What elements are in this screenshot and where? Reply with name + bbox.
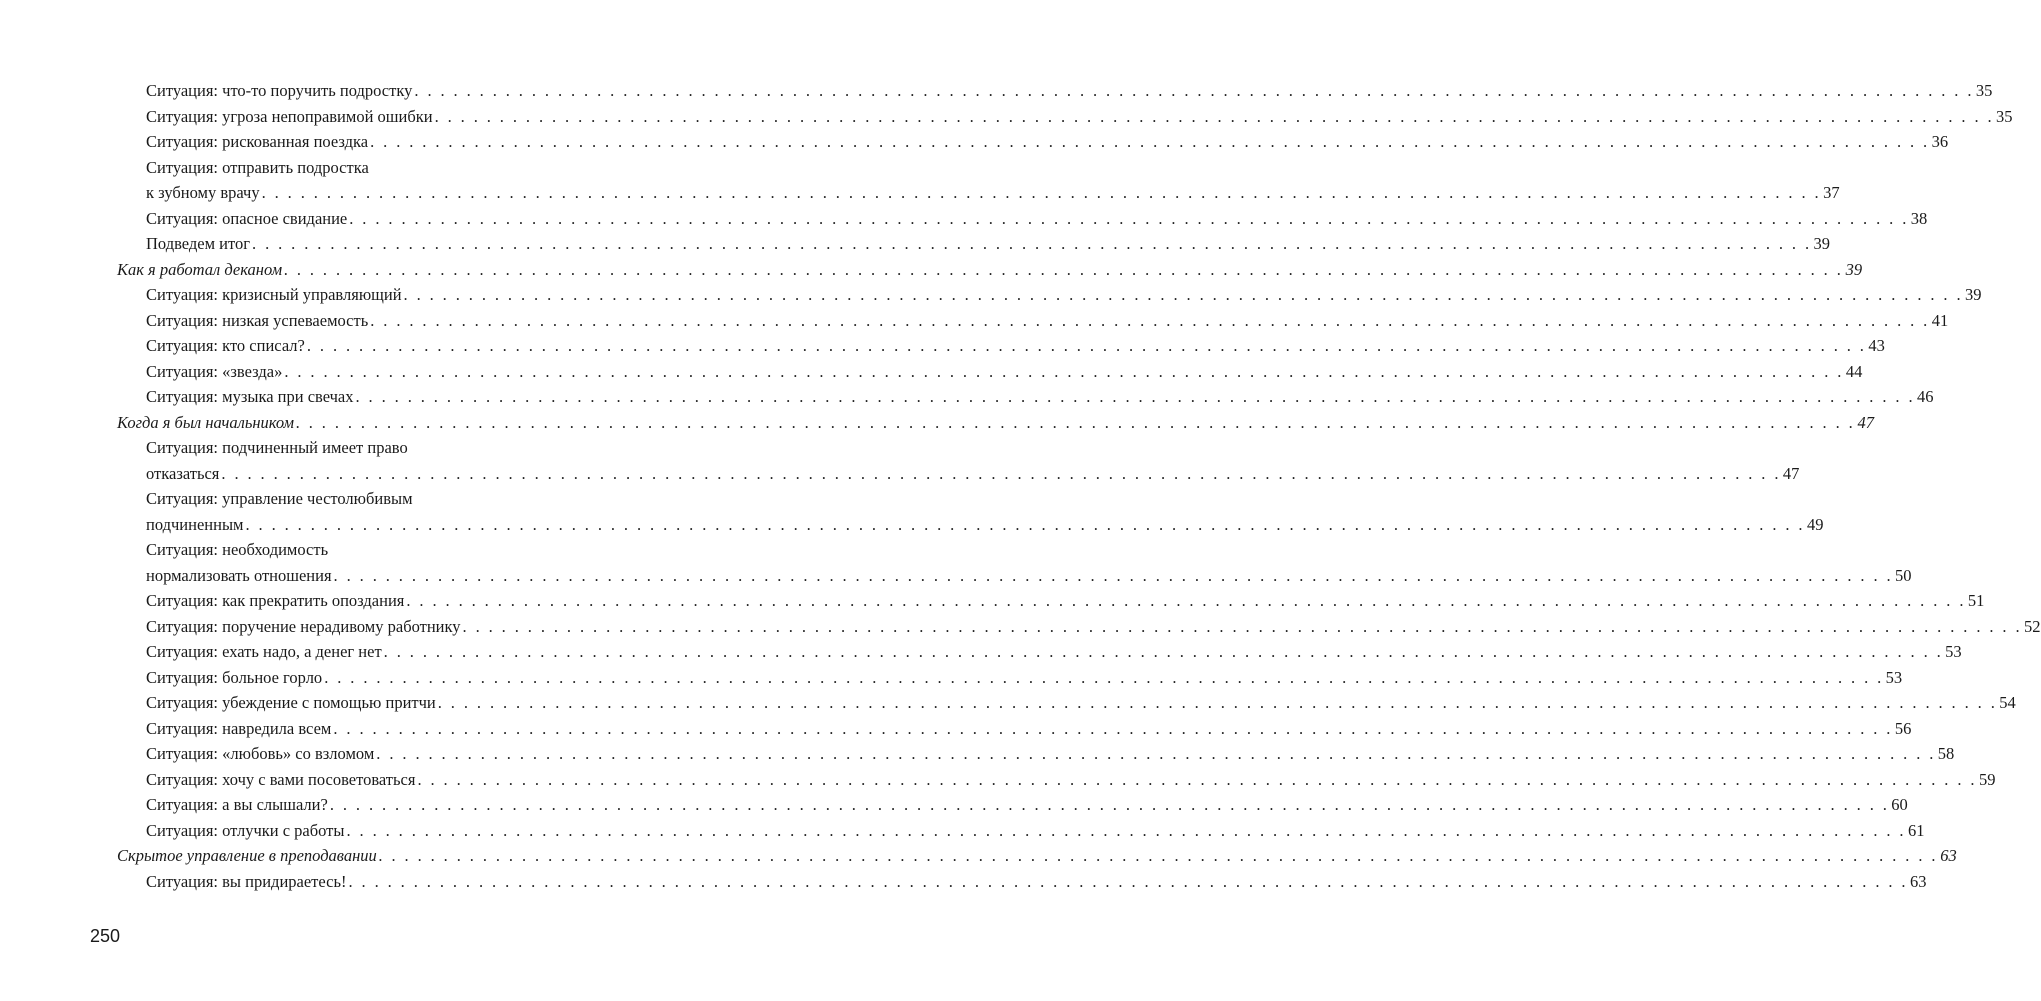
toc-page-number: 35 [1975,81,1993,100]
toc-entry-title: Ситуация: необходимость [146,540,329,559]
toc-entry [117,333,1885,359]
dot-leader: . . . . . . . . . . . . . . . . . . . . . . . . . . . . . . . . . . . . . . . . . . . . . . . . . . . . . . . . . . . . . . . . . . . . . . . . . . . . . . . . . . . . . . . . . . . . . . . . . . . . . . . . . . . . . . . . . . . . . . . . [417,769,1977,789]
dot-leader: . . . . . . . . . . . . . . . . . . . . . . . . . . . . . . . . . . . . . . . . . . . . . . . . . . . . . . . . . . . . . . . . . . . . . . . . . . . . . . . . . . . . . . . . . . . . . . . . . . . . . . . . . . . . . . . . . . . . . . . . [284,259,1844,279]
toc-entry-title: нормализовать отношения [146,565,332,585]
toc-entry [117,155,1840,206]
toc-entry-title: Ситуация: отлучки с работы [146,820,345,840]
toc-page-number: 39 [1813,234,1830,253]
toc-entry-title: Ситуация: кризисный управляющий [146,285,402,304]
toc-entry-title: Ситуация: управление честолюбивым [146,489,413,508]
toc-entry [117,129,1949,155]
toc-page-number: 58 [1937,744,1955,763]
toc-entry-title: Ситуация: как прекратить опоздания [146,591,405,610]
page-number: 250 [90,926,121,946]
toc-page-number: 39 [1845,259,1863,279]
toc-entry [117,537,1912,588]
dot-leader: . . . . . . . . . . . . . . . . . . . . . . . . . . . . . . . . . . . . . . . . . . . . . . . . . . . . . . . . . . . . . . . . . . . . . . . . . . . . . . . . . . . . . . . . . . . . . . . . . . . . . . . . . . . . . . . . . . . . . . . . [333,718,1893,738]
toc-entry-title: Ситуация: кто списал? [146,336,305,355]
toc-entry-title: Ситуация: а вы слышали? [146,795,328,814]
toc-entry [117,741,1955,767]
dot-leader: . . . . . . . . . . . . . . . . . . . . . . . . . . . . . . . . . . . . . . . . . . . . . . . . . . . . . . . . . . . . . . . . . . . . . . . . . . . . . . . . . . . . . . . . . . . . . . . . . . . . . . . . . . . . . . . . . . . . . . . . [414,81,1974,100]
dot-leader: . . . . . . . . . . . . . . . . . . . . . . . . . . . . . . . . . . . . . . . . . . . . . . . . . . . . . . . . . . . . . . . . . . . . . . . . . . . . . . . . . . . . . . . . . . . . . . . . . . . . . . . . . . . . . . . . . . . . . . . . [261,183,1822,202]
toc-entry-title: Ситуация: рискованная поездка [146,132,369,151]
toc-entry [117,435,1800,486]
toc-entry [117,78,1993,104]
toc-page-number: 38 [1910,208,1928,228]
dot-leader: . . . . . . . . . . . . . . . . . . . . . . . . . . . . . . . . . . . . . . . . . . . . . . . . . . . . . . . . . . . . . . . . . . . . . . . . . . . . . . . . . . . . . . . . . . . . . . . . . . . . . . . . . . . . . . . . . . . . . . . . [348,871,1908,891]
toc-page-number: 39 [1965,285,1982,304]
toc-entry [117,690,2016,716]
dot-leader: . . . . . . . . . . . . . . . . . . . . . . . . . . . . . . . . . . . . . . . . . . . . . . . . . . . . . . . . . . . . . . . . . . . . . . . . . . . . . . . . . . . . . . . . . . . . . . . . . . . . . . . . . . . . . . . . . . . . . . . . [462,616,2023,636]
dot-leader: . . . . . . . . . . . . . . . . . . . . . . . . . . . . . . . . . . . . . . . . . . . . . . . . . . . . . . . . . . . . . . . . . . . . . . . . . . . . . . . . . . . . . . . . . . . . . . . . . . . . . . . . . . . . . . . . . . . . . . . . [383,642,1944,661]
dot-leader: . . . . . . . . . . . . . . . . . . . . . . . . . . . . . . . . . . . . . . . . . . . . . . . . . . . . . . . . . . . . . . . . . . . . . . . . . . . . . . . . . . . . . . . . . . . . . . . . . . . . . . . . . . . . . . . . . . . . . . . . [370,132,1930,151]
toc-page-number: 36 [1931,132,1949,151]
toc-page-number: 63 [1909,871,1927,891]
toc-entry [117,308,1949,334]
dot-leader: . . . . . . . . . . . . . . . . . . . . . . . . . . . . . . . . . . . . . . . . . . . . . . . . . . . . . . . . . . . . . . . . . . . . . . . . . . . . . . . . . . . . . . . . . . . . . . . . . . . . . . . . . . . . . . . . . . . . . . . . [333,565,1894,585]
toc-entry [117,665,1903,691]
toc-entry [117,486,1824,537]
dot-leader: . . . . . . . . . . . . . . . . . . . . . . . . . . . . . . . . . . . . . . . . . . . . . . . . . . . . . . . . . . . . . . . . . . . . . . . . . . . . . . . . . . . . . . . . . . . . . . . . . . . . . . . . . . . . . . . . . . . . . . . . [355,387,1915,406]
toc-entry-title: Когда я был начальником [117,412,295,432]
toc-page-number: 47 [1857,412,1875,432]
toc-page-number: 47 [1782,463,1800,483]
toc-entry-title: Ситуация: угроза непоправимой ошибки [146,106,433,126]
dot-leader: . . . . . . . . . . . . . . . . . . . . . . . . . . . . . . . . . . . . . . . . . . . . . . . . . . . . . . . . . . . . . . . . . . . . . . . . . . . . . . . . . . . . . . . . . . . . . . . . . . . . . . . . . . . . . . . . . . . . . . . . [245,514,1805,534]
toc-entry-title: Ситуация: подчиненный имеет право [146,438,408,457]
toc-entry-title: Ситуация: поручение нерадивому работнику [146,616,461,636]
dot-leader: . . . . . . . . . . . . . . . . . . . . . . . . . . . . . . . . . . . . . . . . . . . . . . . . . . . . . . . . . . . . . . . . . . . . . . . . . . . . . . . . . . . . . . . . . . . . . . . . . . . . . . . . . . . . . . . . . . . . . . . . [346,820,1906,840]
toc-entry-title: Ситуация: «звезда» [146,361,283,381]
dot-leader: . . . . . . . . . . . . . . . . . . . . . . . . . . . . . . . . . . . . . . . . . . . . . . . . . . . . . . . . . . . . . . . . . . . . . . . . . . . . . . . . . . . . . . . . . . . . . . . . . . . . . . . . . . . . . . . . . . . . . . . . [349,208,1909,228]
toc-entry-title: Ситуация: ехать надо, а денег нет [146,642,382,661]
toc-entry-title: подчиненным [146,514,244,534]
dot-leader: . . . . . . . . . . . . . . . . . . . . . . . . . . . . . . . . . . . . . . . . . . . . . . . . . . . . . . . . . . . . . . . . . . . . . . . . . . . . . . . . . . . . . . . . . . . . . . . . . . . . . . . . . . . . . . . . . . . . . . . . [324,667,1884,687]
toc-page-number: 54 [1999,693,2016,712]
table-of-contents [117,78,2041,894]
toc-entry-title: Подведем итог [146,234,251,253]
toc-entry-title: Ситуация: отправить подростка [146,157,369,177]
toc-entry [117,359,1863,385]
dot-leader: . . . . . . . . . . . . . . . . . . . . . . . . . . . . . . . . . . . . . . . . . . . . . . . . . . . . . . . . . . . . . . . . . . . . . . . . . . . . . . . . . . . . . . . . . . . . . . . . . . . . . . . . . . . . . . . . . . . . . . . . [437,693,1998,712]
toc-entry-title: Ситуация: что-то поручить подростку [146,81,413,100]
toc-entry-title: Ситуация: опасное свидание [146,208,348,228]
dot-leader: . . . . . . . . . . . . . . . . . . . . . . . . . . . . . . . . . . . . . . . . . . . . . . . . . . . . . . . . . . . . . . . . . . . . . . . . . . . . . . . . . . . . . . . . . . . . . . . . . . . . . . . . . . . . . . . . . . . . . . . . [221,463,1781,483]
toc-page-number: 53 [1945,642,1962,661]
toc-entry-title: Скрытое управление в преподавании [117,846,377,865]
toc-page-number: 35 [1996,106,2013,126]
dot-leader: . . . . . . . . . . . . . . . . . . . . . . . . . . . . . . . . . . . . . . . . . . . . . . . . . . . . . . . . . . . . . . . . . . . . . . . . . . . . . . . . . . . . . . . . . . . . . . . . . . . . . . . . . . . . . . . . . . . . . . . . [306,336,1867,355]
toc-entry-title: Ситуация: больное горло [146,667,323,687]
toc-entry [117,231,1830,257]
toc-entry [117,104,2013,130]
dot-leader: . . . . . . . . . . . . . . . . . . . . . . . . . . . . . . . . . . . . . . . . . . . . . . . . . . . . . . . . . . . . . . . . . . . . . . . . . . . . . . . . . . . . . . . . . . . . . . . . . . . . . . . . . . . . . . . . . . . . . . . . [434,106,1995,126]
dot-leader: . . . . . . . . . . . . . . . . . . . . . . . . . . . . . . . . . . . . . . . . . . . . . . . . . . . . . . . . . . . . . . . . . . . . . . . . . . . . . . . . . . . . . . . . . . . . . . . . . . . . . . . . . . . . . . . . . . . . . . . . [252,234,1812,253]
toc-entry [117,588,1985,614]
toc-entry-title: Как я работал деканом [117,259,283,279]
toc-entry-title: к зубному врачу [146,183,260,202]
toc-page-number: 46 [1916,387,1934,406]
toc-entry-title: Ситуация: убеждение с помощью притчи [146,693,436,712]
toc-page-number: 37 [1823,183,1840,202]
toc-page-number: 60 [1891,795,1908,814]
toc-entry [117,792,1908,818]
toc-page-number: 59 [1978,769,1996,789]
toc-entry-title: Ситуация: низкая успеваемость [146,310,369,330]
toc-section-entry [117,257,1863,283]
toc-page-number: 51 [1967,591,1985,610]
toc-entry [117,614,2041,640]
toc-page-number: 43 [1868,336,1885,355]
toc-page-number: 53 [1885,667,1903,687]
dot-leader: . . . . . . . . . . . . . . . . . . . . . . . . . . . . . . . . . . . . . . . . . . . . . . . . . . . . . . . . . . . . . . . . . . . . . . . . . . . . . . . . . . . . . . . . . . . . . . . . . . . . . . . . . . . . . . . . . . . . . . . . [296,412,1856,432]
dot-leader: . . . . . . . . . . . . . . . . . . . . . . . . . . . . . . . . . . . . . . . . . . . . . . . . . . . . . . . . . . . . . . . . . . . . . . . . . . . . . . . . . . . . . . . . . . . . . . . . . . . . . . . . . . . . . . . . . . . . . . . . [284,361,1844,381]
toc-entry-title: отказаться [146,463,220,483]
toc-page-number: 44 [1845,361,1863,381]
toc-page-number: 41 [1931,310,1949,330]
toc-entry [117,206,1928,232]
toc-page-number: 61 [1907,820,1925,840]
toc-page-number: 49 [1806,514,1824,534]
dot-leader: . . . . . . . . . . . . . . . . . . . . . . . . . . . . . . . . . . . . . . . . . . . . . . . . . . . . . . . . . . . . . . . . . . . . . . . . . . . . . . . . . . . . . . . . . . . . . . . . . . . . . . . . . . . . . . . . . . . . . . . . [406,591,1966,610]
toc-entry [117,282,1982,308]
toc-entry-title: Ситуация: хочу с вами посоветоваться [146,769,416,789]
toc-entry-title: Ситуация: навредила всем [146,718,332,738]
toc-entry [117,716,1912,742]
toc-entry-title: Ситуация: вы придираетесь! [146,871,347,891]
toc-entry [117,384,1934,410]
toc-entry [117,639,1962,665]
dot-leader: . . . . . . . . . . . . . . . . . . . . . . . . . . . . . . . . . . . . . . . . . . . . . . . . . . . . . . . . . . . . . . . . . . . . . . . . . . . . . . . . . . . . . . . . . . . . . . . . . . . . . . . . . . . . . . . . . . . . . . . . [370,310,1930,330]
toc-entry-title: Ситуация: «любовь» со взломом [146,744,375,763]
toc-entry-title: Ситуация: музыка при свечах [146,387,354,406]
toc-entry [117,767,1996,793]
toc-section-entry [117,410,1875,436]
toc-entry [117,869,1927,895]
dot-leader: . . . . . . . . . . . . . . . . . . . . . . . . . . . . . . . . . . . . . . . . . . . . . . . . . . . . . . . . . . . . . . . . . . . . . . . . . . . . . . . . . . . . . . . . . . . . . . . . . . . . . . . . . . . . . . . . . . . . . . . . [329,795,1890,814]
toc-page-number: 52 [2024,616,2041,636]
dot-leader: . . . . . . . . . . . . . . . . . . . . . . . . . . . . . . . . . . . . . . . . . . . . . . . . . . . . . . . . . . . . . . . . . . . . . . . . . . . . . . . . . . . . . . . . . . . . . . . . . . . . . . . . . . . . . . . . . . . . . . . . [376,744,1936,763]
toc-page-number: 63 [1940,846,1957,865]
toc-section-entry [117,843,1957,869]
dot-leader: . . . . . . . . . . . . . . . . . . . . . . . . . . . . . . . . . . . . . . . . . . . . . . . . . . . . . . . . . . . . . . . . . . . . . . . . . . . . . . . . . . . . . . . . . . . . . . . . . . . . . . . . . . . . . . . . . . . . . . . . [378,846,1939,865]
toc-page-number: 56 [1894,718,1912,738]
toc-page-number: 50 [1895,565,1912,585]
toc-entry [117,818,1925,844]
dot-leader: . . . . . . . . . . . . . . . . . . . . . . . . . . . . . . . . . . . . . . . . . . . . . . . . . . . . . . . . . . . . . . . . . . . . . . . . . . . . . . . . . . . . . . . . . . . . . . . . . . . . . . . . . . . . . . . . . . . . . . . . [403,285,1964,304]
